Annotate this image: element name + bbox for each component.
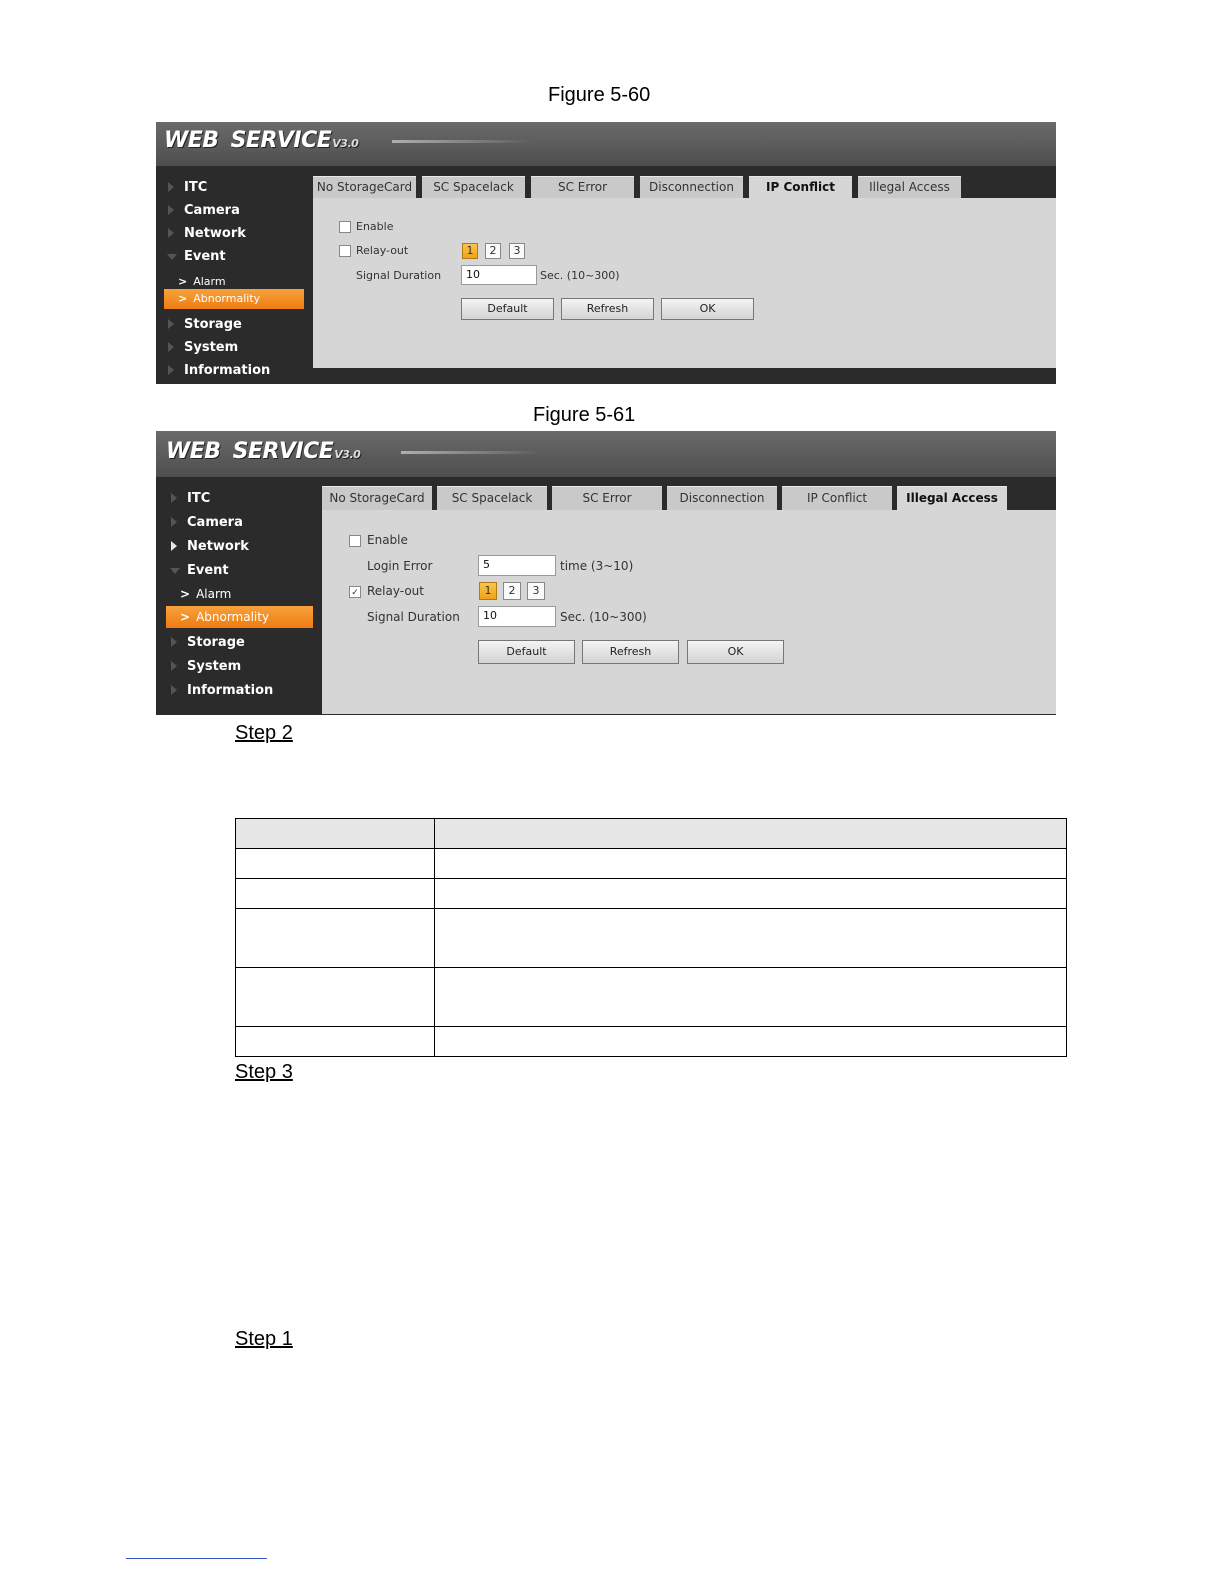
enable-label: Enable: [367, 533, 408, 547]
signal-duration-hint: Sec. (10~300): [560, 610, 647, 624]
tab-no-storagecard[interactable]: No StorageCard: [313, 176, 416, 198]
refresh-button[interactable]: Refresh: [561, 298, 654, 320]
table-cell: [236, 909, 435, 968]
sidebar: [156, 166, 313, 384]
web-service-window: [156, 431, 1056, 715]
chevron-right-icon: >: [180, 587, 191, 601]
arrow-right-icon: [168, 342, 174, 352]
ok-button[interactable]: OK: [661, 298, 754, 320]
arrow-down-icon: [167, 254, 177, 260]
nav-item-camera[interactable]: Camera: [187, 515, 243, 530]
enable-checkbox[interactable]: [349, 535, 361, 547]
arrow-right-icon: [168, 205, 174, 215]
tab-sc-spacelack[interactable]: SC Spacelack: [422, 176, 525, 198]
arrow-right-icon: [168, 228, 174, 238]
relay-out-label: Relay-out: [356, 244, 409, 257]
arrow-right-icon: [168, 319, 174, 329]
relay-3-button[interactable]: 3: [509, 243, 525, 259]
table-cell: [236, 879, 435, 909]
relay-out-checkbox[interactable]: [349, 586, 361, 598]
signal-duration-input[interactable]: 10: [461, 265, 537, 285]
nav-item-information[interactable]: Information: [184, 363, 271, 378]
signal-duration-label: Signal Duration: [367, 610, 460, 624]
relay-1-button[interactable]: 1: [479, 582, 497, 600]
nav-item-itc[interactable]: ITC: [184, 180, 208, 195]
figure-caption: Figure 5-61: [533, 404, 636, 426]
tab-disconnection[interactable]: Disconnection: [640, 176, 743, 198]
table-cell: [435, 849, 1067, 879]
step-heading: Step 1: [235, 1328, 293, 1350]
refresh-button[interactable]: Refresh: [582, 640, 679, 664]
table-cell: [435, 968, 1067, 1027]
parameter-table: [235, 818, 1067, 1057]
step-heading: Step 3: [235, 1061, 293, 1083]
nav-item-event[interactable]: Event: [184, 249, 226, 264]
settings-panel: [322, 510, 1056, 714]
web-service-logo: WEB SERVICEV3.0: [164, 128, 359, 153]
relay-out-label: Relay-out: [367, 584, 424, 598]
enable-label: Enable: [356, 220, 394, 233]
default-button[interactable]: Default: [461, 298, 554, 320]
table-header-row: [236, 819, 1067, 849]
nav-item-system[interactable]: System: [184, 340, 239, 355]
tab-bar: [313, 176, 1056, 198]
tab-sc-spacelack[interactable]: SC Spacelack: [437, 486, 547, 510]
nav-item-information[interactable]: Information: [187, 683, 274, 698]
default-button[interactable]: Default: [478, 640, 575, 664]
table-row: [236, 879, 1067, 909]
table-header-cell: [236, 819, 435, 849]
ok-button[interactable]: OK: [687, 640, 784, 664]
arrow-right-icon: [171, 541, 177, 551]
nav-item-system[interactable]: System: [187, 659, 242, 674]
table-row: [236, 909, 1067, 968]
nav-item-itc[interactable]: ITC: [187, 491, 211, 506]
table-cell: [435, 879, 1067, 909]
nav-item-camera[interactable]: Camera: [184, 203, 240, 218]
tab-illegal-access[interactable]: Illegal Access: [858, 176, 961, 198]
arrow-right-icon: [171, 661, 177, 671]
table-header-cell: [435, 819, 1067, 849]
nav-subitem-abnormality[interactable]: > Abnormality: [166, 606, 313, 628]
nav-subitem-alarm[interactable]: > Alarm: [166, 583, 313, 605]
nav-item-network[interactable]: Network: [184, 226, 246, 241]
signal-duration-hint: Sec. (10~300): [540, 269, 620, 282]
arrow-right-icon: [171, 637, 177, 647]
login-error-label: Login Error: [367, 559, 433, 573]
tab-ip-conflict[interactable]: IP Conflict: [782, 486, 892, 510]
arrow-right-icon: [168, 365, 174, 375]
nav-item-network[interactable]: Network: [187, 539, 249, 554]
table-cell: [435, 909, 1067, 968]
nav-item-storage[interactable]: Storage: [184, 317, 242, 332]
arrow-right-icon: [171, 517, 177, 527]
relay-out-checkbox[interactable]: [339, 245, 351, 257]
figure-caption: Figure 5-60: [548, 84, 651, 106]
nav-item-storage[interactable]: Storage: [187, 635, 245, 650]
tab-ip-conflict[interactable]: IP Conflict: [749, 176, 852, 198]
tab-sc-error[interactable]: SC Error: [531, 176, 634, 198]
table-cell: [236, 1027, 435, 1057]
relay-3-button[interactable]: 3: [527, 582, 545, 600]
footer-link-underline[interactable]: [126, 1558, 267, 1559]
web-service-logo: WEB SERVICEV3.0: [166, 439, 361, 464]
app-header: [156, 431, 1056, 477]
sidebar: [156, 477, 322, 715]
check-icon: ✓: [351, 587, 359, 597]
chevron-right-icon: >: [180, 610, 191, 624]
step-heading: Step 2: [235, 722, 293, 744]
tab-disconnection[interactable]: Disconnection: [667, 486, 777, 510]
nav-item-event[interactable]: Event: [187, 563, 229, 578]
signal-duration-input[interactable]: 10: [478, 606, 556, 627]
nav-subitem-abnormality[interactable]: > Abnormality: [164, 289, 304, 309]
table-row: [236, 1027, 1067, 1057]
tab-no-storagecard[interactable]: No StorageCard: [322, 486, 432, 510]
table-cell: [236, 849, 435, 879]
web-service-window: [156, 122, 1056, 384]
arrow-right-icon: [171, 493, 177, 503]
arrow-right-icon: [168, 182, 174, 192]
relay-2-button[interactable]: 2: [503, 582, 521, 600]
relay-2-button[interactable]: 2: [485, 243, 501, 259]
signal-duration-label: Signal Duration: [356, 269, 442, 282]
nav-subitem-alarm[interactable]: > Alarm: [164, 272, 304, 292]
login-error-hint: time (3~10): [560, 559, 634, 573]
tab-bar: [322, 486, 1056, 510]
relay-1-button[interactable]: 1: [462, 243, 478, 259]
logo-streak-decoration: [401, 451, 541, 454]
settings-panel: [313, 198, 1056, 368]
login-error-input[interactable]: 5: [478, 555, 556, 576]
app-header: [156, 122, 1056, 166]
table-cell: [435, 1027, 1067, 1057]
table-row: [236, 849, 1067, 879]
table-cell: [236, 968, 435, 1027]
chevron-right-icon: >: [178, 275, 188, 288]
logo-streak-decoration: [392, 140, 532, 143]
table-row: [236, 968, 1067, 1027]
tab-sc-error[interactable]: SC Error: [552, 486, 662, 510]
arrow-down-icon: [170, 568, 180, 574]
enable-checkbox[interactable]: [339, 221, 351, 233]
chevron-right-icon: >: [178, 292, 188, 305]
tab-illegal-access[interactable]: Illegal Access: [897, 486, 1007, 510]
arrow-right-icon: [171, 685, 177, 695]
